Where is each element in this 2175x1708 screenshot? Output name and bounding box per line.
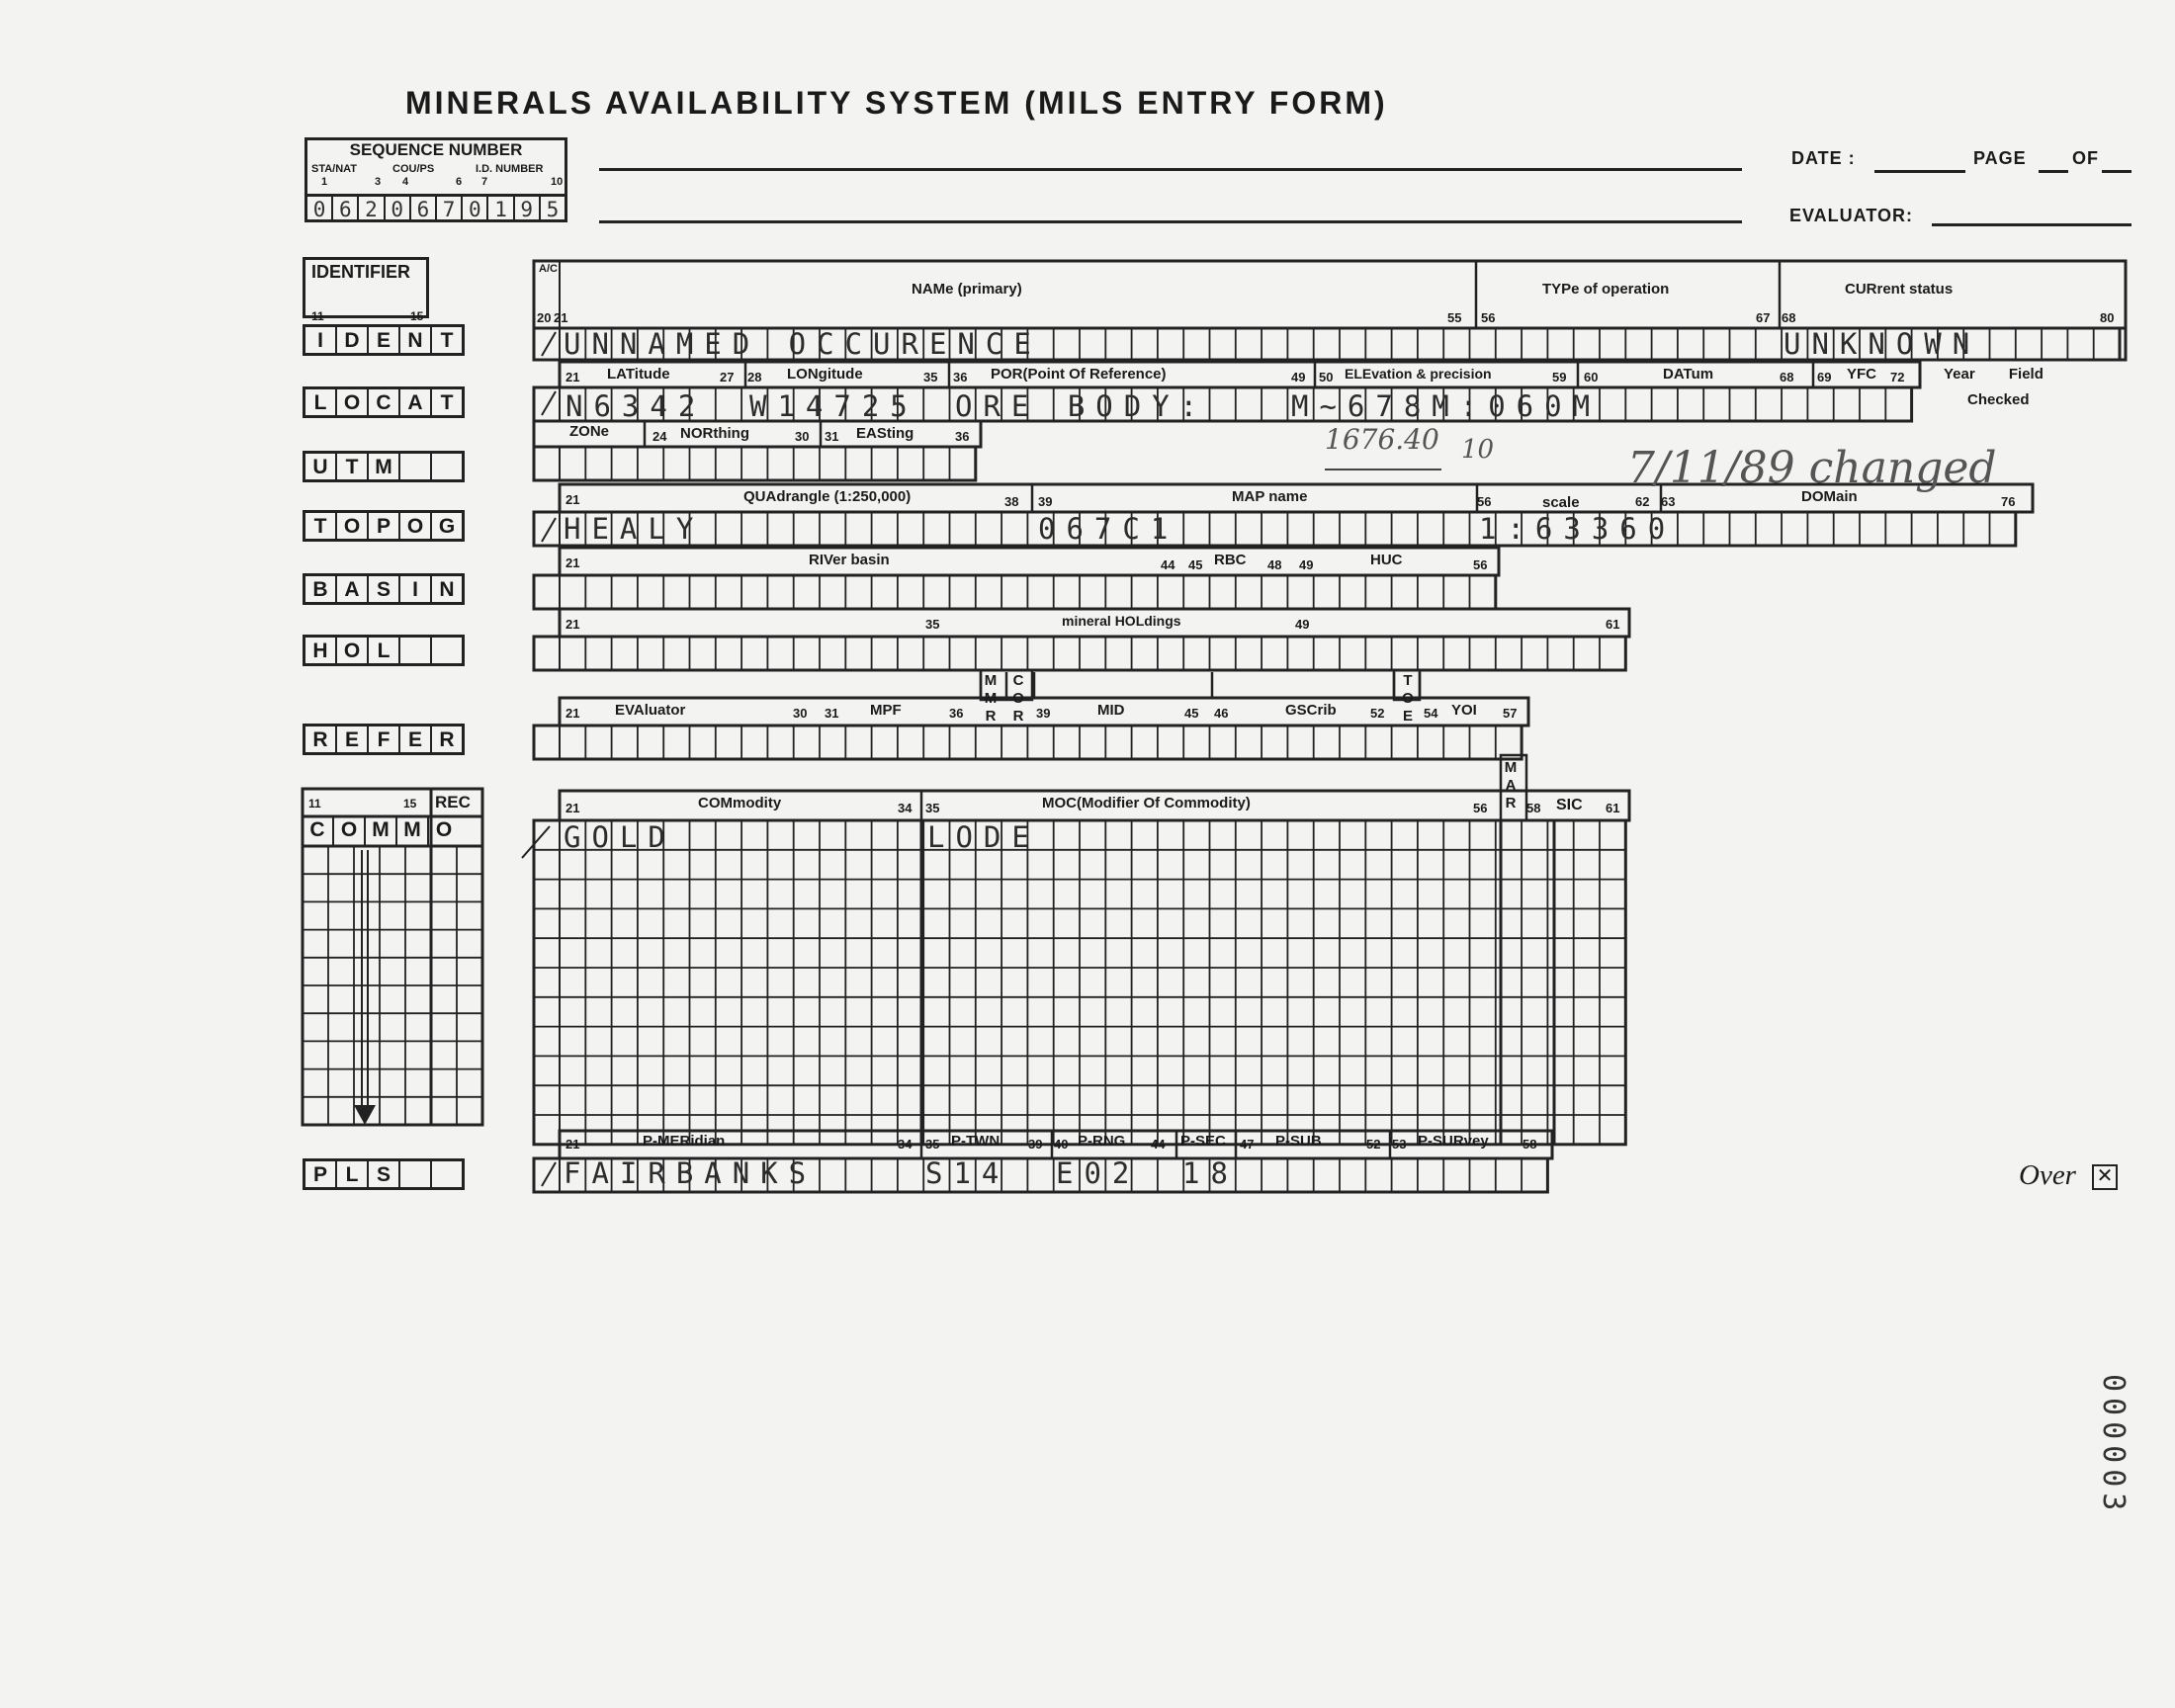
num-label: 52 <box>1370 706 1385 721</box>
mmr-letter: M <box>984 672 998 689</box>
page-stamp: 000003 <box>2096 1374 2131 1517</box>
year-field-label: Year Field <box>1944 366 2044 383</box>
seq-col-sta-nat: STA/NAT <box>311 163 358 175</box>
num-label: 68 <box>1780 370 1794 384</box>
code-letter: T <box>440 329 454 352</box>
quadrangle-value: HEALY <box>564 512 705 546</box>
moc-value: LODE <box>927 820 1040 854</box>
num-label: 21 <box>554 310 568 325</box>
mid-label: MID <box>1097 702 1125 719</box>
num-label: 21 <box>566 555 580 570</box>
cor-letter: R <box>1012 708 1024 725</box>
num-label: 31 <box>825 706 839 721</box>
num-label: 80 <box>2100 310 2115 325</box>
commodity-value: GOLD <box>564 820 676 854</box>
num-label: 60 <box>1584 370 1599 384</box>
num-label: 35 <box>923 370 938 384</box>
code-letter: I <box>305 327 337 353</box>
code-letter: H <box>305 638 337 663</box>
num-label: 34 <box>898 801 913 815</box>
code-letter: T <box>305 513 337 539</box>
num-label: 46 <box>1214 706 1229 721</box>
num-label: 39 <box>1028 1137 1043 1152</box>
elevation-label: ELEvation & precision <box>1345 366 1492 382</box>
num-label: 21 <box>566 617 580 632</box>
note-underline <box>1325 469 1441 470</box>
num-label: 69 <box>1817 370 1832 384</box>
survey-label: P-SURvey <box>1418 1133 1489 1150</box>
code-letter: S <box>369 1161 400 1187</box>
seq-num-3: 3 <box>375 176 382 188</box>
num-label: 44 <box>1151 1137 1166 1152</box>
num-label: 20 <box>537 310 552 325</box>
code-letter: O <box>334 816 366 846</box>
identifier-num-11: 11 <box>311 309 324 323</box>
code-letter: O <box>400 513 432 539</box>
num-label: 50 <box>1319 370 1334 384</box>
range-label: P-RNG <box>1078 1133 1126 1150</box>
num-label: 21 <box>566 801 580 815</box>
seq-digit: 0 <box>386 197 411 222</box>
map-name-label: MAP name <box>1232 488 1308 505</box>
num-label: 68 <box>1782 310 1796 325</box>
northing-label: NORthing <box>680 425 749 442</box>
num-label: 35 <box>925 801 940 815</box>
num-label: 67 <box>1756 310 1771 325</box>
code-letter: C <box>303 816 334 846</box>
seq-digit: 1 <box>488 197 514 222</box>
num-label: 54 <box>1424 706 1438 721</box>
form-title: MINERALS AVAILABILITY SYSTEM (MILS ENTRY FORM) <box>405 85 1388 121</box>
toe-letter: O <box>1402 690 1414 707</box>
identifier-num-15: 15 <box>410 309 424 323</box>
code-letter: L <box>369 638 400 663</box>
num-label: 49 <box>1299 557 1314 572</box>
toe-letter: T <box>1403 672 1413 689</box>
cor-label <box>1011 672 1025 726</box>
code-letter: O <box>435 818 453 841</box>
sequence-title: SEQUENCE NUMBER <box>349 140 523 159</box>
seq-num-10: 10 <box>551 176 564 188</box>
yfc-label: YFC <box>1847 366 1876 383</box>
subdivision-label: P-SUB <box>1275 1133 1322 1150</box>
num-label: 36 <box>949 706 964 721</box>
rec-label: REC <box>435 793 471 811</box>
code-letter: O <box>337 513 369 539</box>
date-label: DATE : <box>1791 148 1856 168</box>
sic-label: SIC <box>1556 797 1583 813</box>
seq-digit: 9 <box>515 197 541 222</box>
mar-letter: R <box>1505 795 1517 811</box>
range-value: E02 <box>1056 1156 1141 1190</box>
num-label: 58 <box>1526 801 1541 815</box>
seq-digit: 6 <box>411 197 437 222</box>
latitude-value: N6342 <box>566 389 707 423</box>
code-letter: M <box>397 816 429 846</box>
meridian-value: FAIRBANKS <box>564 1156 818 1190</box>
rbc-label: RBC <box>1214 552 1247 568</box>
elevation-handwritten-note: 1676.40 <box>1325 423 1439 456</box>
num-label: 49 <box>1291 370 1306 384</box>
code-letter: N <box>439 578 455 601</box>
toe-label <box>1401 672 1415 726</box>
mar-letter: M <box>1504 759 1518 776</box>
code-letter: O <box>337 389 369 415</box>
huc-label: HUC <box>1370 552 1403 568</box>
code-letter: R <box>439 728 455 751</box>
num-label: 21 <box>566 370 580 384</box>
section-label: P-SEC <box>1180 1133 1226 1150</box>
change-handwritten-note: 7/11/89 changed <box>1627 443 1997 493</box>
num-label: 76 <box>2001 494 2016 509</box>
code-letter: E <box>369 327 400 353</box>
name-primary-label: NAMe (primary) <box>912 281 1022 298</box>
por-label: POR(Point Of Reference) <box>991 366 1167 383</box>
quadrangle-label: QUAdrangle (1:250,000) <box>743 488 912 505</box>
num-label: 21 <box>566 706 580 721</box>
section-value: 18 <box>1182 1156 1239 1190</box>
latitude-label: LATitude <box>607 366 670 383</box>
current-status-value: UNKNOWN <box>1784 327 1981 361</box>
num-label: 49 <box>1295 617 1310 632</box>
num-label: 53 <box>1392 1137 1407 1152</box>
num-label: 48 <box>1267 557 1282 572</box>
map-name-value: 067C1 <box>1038 512 1179 546</box>
checked-label: Checked <box>1967 391 2030 408</box>
num-label: 21 <box>566 1137 580 1152</box>
num-label: 45 <box>1184 706 1199 721</box>
code-letter: S <box>369 576 400 602</box>
num-label: 36 <box>953 370 968 384</box>
seq-col-id-number: I.D. NUMBER <box>476 163 544 175</box>
code-letter: L <box>305 389 337 415</box>
code-letter: P <box>369 513 400 539</box>
mineral-holdings-label: mineral HOLdings <box>1062 613 1181 629</box>
num-label: 63 <box>1661 494 1676 509</box>
page-label: PAGE <box>1973 148 2027 168</box>
seq-digit: 7 <box>437 197 463 222</box>
code-letter: A <box>400 389 432 415</box>
mpf-label: MPF <box>870 702 902 719</box>
of-label: OF <box>2072 148 2099 168</box>
identifier-label: IDENTIFIER <box>311 262 411 282</box>
moc-label: MOC(Modifier Of Commodity) <box>1042 795 1251 811</box>
code-letter: G <box>438 515 456 538</box>
num-label: 56 <box>1473 801 1488 815</box>
longitude-label: LONgitude <box>787 366 863 383</box>
code-letter: I <box>400 576 432 602</box>
num-label: 31 <box>825 429 839 444</box>
code-letter: M <box>366 816 397 846</box>
seq-digit: 5 <box>546 198 560 221</box>
num-label: 57 <box>1503 706 1518 721</box>
cor-letter: C <box>1012 672 1024 689</box>
code-letter: U <box>305 454 337 479</box>
evaluator-label: EVALUATOR: <box>1789 206 1913 225</box>
seq-num-1: 1 <box>321 176 328 188</box>
name-value: UNNAMED OCCURENCE <box>564 327 1042 361</box>
num-label: 56 <box>1477 494 1492 509</box>
township-value: S14 <box>925 1156 1010 1190</box>
commo-num-11: 11 <box>308 797 321 811</box>
commo-num-15: 15 <box>403 797 417 811</box>
code-letter: E <box>400 726 432 752</box>
ac-label: A/C <box>539 263 558 275</box>
code-letter: T <box>440 391 454 414</box>
num-label: 61 <box>1606 617 1620 632</box>
num-label: 62 <box>1635 494 1650 509</box>
num-label: 58 <box>1522 1137 1537 1152</box>
seq-col-cou-ps: COU/PS <box>392 163 435 175</box>
num-label: 39 <box>1038 494 1053 509</box>
mar-letter: A <box>1505 777 1517 794</box>
code-letter: C <box>369 389 400 415</box>
river-basin-label: RIVer basin <box>809 552 890 568</box>
gscrib-label: GSCrib <box>1285 702 1337 719</box>
easting-label: EASting <box>856 425 914 442</box>
num-label: 35 <box>925 617 940 632</box>
num-label: 34 <box>898 1137 913 1152</box>
code-letter: N <box>400 327 432 353</box>
num-label: 59 <box>1552 370 1567 384</box>
seq-num-6: 6 <box>456 176 463 188</box>
township-label: P-TWN <box>951 1133 1000 1150</box>
seq-digit: 0 <box>463 197 488 222</box>
num-label: 45 <box>1188 557 1203 572</box>
num-label: 72 <box>1890 370 1905 384</box>
current-status-label: CURrent status <box>1845 281 1954 298</box>
scale-value: 1:63360 <box>1479 512 1677 546</box>
code-letter: E <box>337 726 369 752</box>
toe-letter: E <box>1402 708 1413 725</box>
cor-letter: O <box>1012 690 1024 707</box>
code-letter: R <box>305 726 337 752</box>
num-label: 30 <box>793 706 808 721</box>
precision-handwritten-note: 10 <box>1461 435 1495 465</box>
num-label: 47 <box>1240 1137 1255 1152</box>
num-label: 56 <box>1481 310 1496 325</box>
code-letter: L <box>337 1161 369 1187</box>
code-letter: A <box>337 576 369 602</box>
num-label: 52 <box>1366 1137 1381 1152</box>
num-label: 24 <box>652 429 667 444</box>
meridian-label: P-MERidian <box>643 1133 726 1150</box>
por-value: ORE BODY: <box>955 389 1209 423</box>
num-label: 30 <box>795 429 810 444</box>
num-label: 28 <box>747 370 762 384</box>
num-label: 55 <box>1447 310 1462 325</box>
num-label: 39 <box>1036 706 1051 721</box>
scale-label: scale <box>1542 494 1580 511</box>
over-label: Over <box>2019 1159 2076 1191</box>
code-letter: T <box>337 454 369 479</box>
mar-label <box>1504 759 1518 812</box>
type-operation-label: TYPe of operation <box>1542 281 1670 298</box>
code-letter: F <box>369 726 400 752</box>
code-letter: B <box>305 576 337 602</box>
seq-num-4: 4 <box>402 176 409 188</box>
num-label: 40 <box>1054 1137 1069 1152</box>
num-label: 61 <box>1606 801 1620 815</box>
num-label: 56 <box>1473 557 1488 572</box>
zone-label: ZONe <box>569 423 610 440</box>
seq-digit: 2 <box>359 197 385 222</box>
code-letter: P <box>305 1161 337 1187</box>
mmr-letter: M <box>984 690 998 707</box>
num-label: 38 <box>1004 494 1019 509</box>
seq-digit: 0 <box>307 197 333 222</box>
yoi-label: YOI <box>1451 702 1477 719</box>
seq-digit: 6 <box>333 197 359 222</box>
num-label: 21 <box>566 492 580 507</box>
longitude-value: W14725 <box>749 389 918 423</box>
num-label: 44 <box>1161 557 1175 572</box>
datum-label: DATum <box>1663 366 1714 383</box>
commodity-label: COMmodity <box>698 795 782 811</box>
mmr-letter: R <box>985 708 997 725</box>
evaluator-code-label: EVAluator <box>615 702 686 719</box>
num-label: 35 <box>925 1137 940 1152</box>
code-letter: O <box>337 638 369 663</box>
num-label: 36 <box>955 429 970 444</box>
over-checkbox[interactable]: ✕ <box>2092 1164 2118 1190</box>
domain-label: DOMain <box>1801 488 1858 505</box>
mmr-label <box>984 672 998 726</box>
elevation-value: M~678M:060M <box>1291 389 1602 423</box>
code-letter: D <box>337 327 369 353</box>
seq-num-7: 7 <box>481 176 488 188</box>
code-letter: M <box>369 454 400 479</box>
num-label: 27 <box>720 370 735 384</box>
